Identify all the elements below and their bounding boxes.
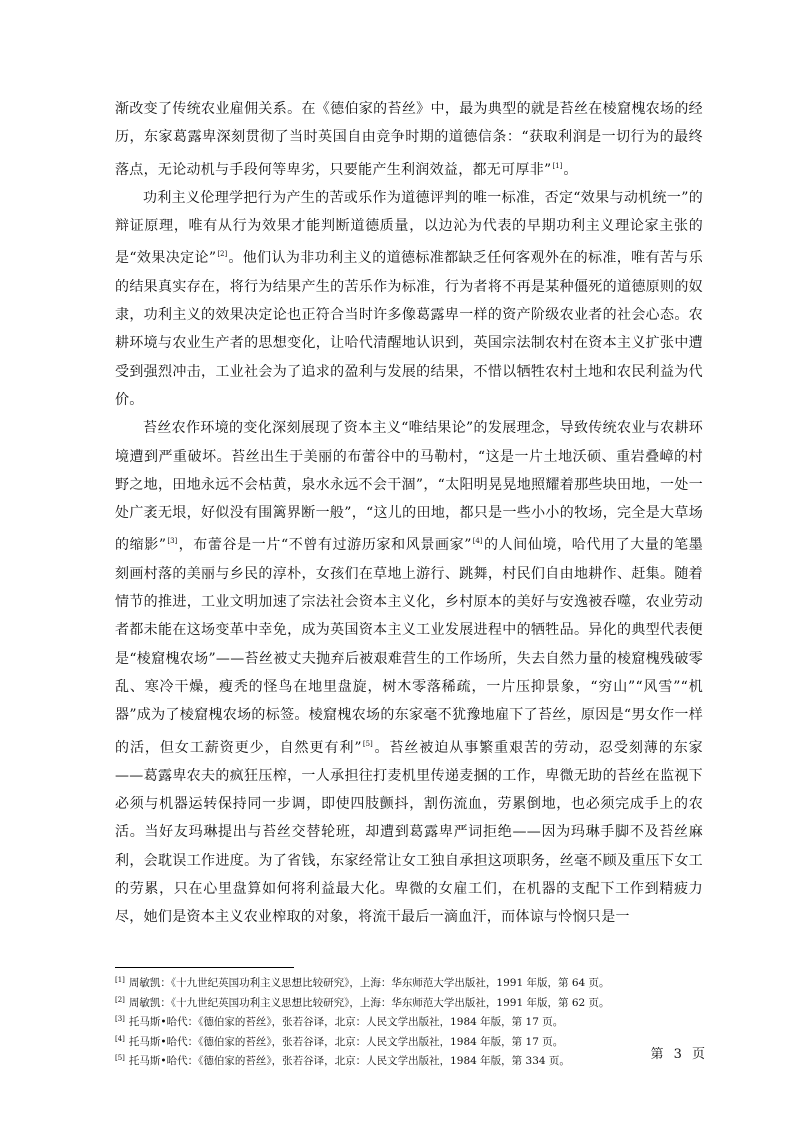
footnote-item (115, 992, 703, 1012)
footnote-reference[interactable]: [2] (217, 250, 228, 259)
footnote-item (115, 972, 703, 992)
paragraph-text: 。他们认为非功利主义的道德标准都缺乏任何客观外在的标准，唯有苦与乐的结果真实存在，将行为结果产生的苦乐作为标准，行为者将不再是某种僵死的道德原则的奴隶，功利主义的效果决定论也正符合当时许多像葛露卑一样的资产阶级农业者的社会心态。农耕环境与农业生产者的思想变化，让哈代清醒地认识到，英国宗法制农村在资本主义扩张中遭受到强烈冲击，工业社会为了追求的盈利与发展的结果，不惜以牺牲农村土地和农民利益为代价。 (115, 250, 703, 408)
paragraph-text: 。 (563, 161, 578, 178)
footnote-item (115, 1050, 703, 1070)
paragraph (115, 95, 703, 184)
footnote-mark: [2] (115, 995, 125, 1004)
footnote-mark: [4] (115, 1034, 125, 1043)
footnote-reference[interactable]: [1] (552, 161, 563, 170)
paragraph-text: ，布蕾谷是一片“不曾有过游历家和风景画家” (178, 537, 472, 554)
paragraph-text: 功利主义伦理学把行为产生的苦或乐作为道德评判的唯一标准，否定“效果与动机统一”的辩证原理，唯有从行为效果才能判断道德质量，以边沁为代表的早期功利主义理论家主张的是“效果决定论” (115, 189, 703, 267)
footnotes (115, 972, 703, 1070)
footnote-item (115, 1031, 703, 1051)
footnote-mark: [5] (115, 1054, 125, 1062)
footnote-item (115, 1011, 703, 1031)
paragraph-text: 。苔丝被迫从事繁重艰苦的劳动，忍受刻薄的东家——葛露卑农夫的疯狂压榨，一人承担往打麦机里传递麦捆的工作，卑微无助的苔丝在监视下必须与机器运转保持同一步调，即使四肢颤抖，割伤流血，劳累倒地，也必须完成手上的农活。当好友玛琳提出与苔丝交替轮班，却遭到葛露卑严词拒绝——因为玛琳手脚不及苔丝麻利，会耽误工作进度。为了省钱，东家经常让女工独自承担这项职务，丝毫不顾及重压下女工的劳累，只在心里盘算如何将利益最大化。卑微的女雇工们，在机器的支配下工作到精疲力尽，她们是资本主义农业榨取的对象，将流干最后一滴血汗，而体谅与怜悯只是一 (115, 739, 703, 926)
footnote-mark: [3] (115, 1015, 125, 1023)
footnote-text: 托马斯•哈代：《德伯家的苔丝》，张若谷译，北京：人民文学出版社，1984 年版，第 334 页。 (128, 1055, 570, 1067)
footnote-divider (115, 967, 294, 968)
footnote-text: 周敏凯：《十九世纪英国功利主义思想比较研究》，上海：华东师范大学出版社，1991 年版，第 62 页。 (128, 996, 610, 1009)
paragraph-text: 的人间仙境，哈代用了大量的笔墨刻画村落的美丽与乡民的淳朴，女孩们在草地上游行、跳舞，村民们自由地耕作、赶集。随着情节的推进，工业文明加速了宗法社会资本主义化，乡村原本的美好与安逸被吞噬，农业劳动者都未能在这场变革中幸免，成为英国资本主义工业发展进程中的牺牲品。异化的典型代表便是“棱窟槐农场”——苔丝被丈夫抛弃后被艰难营生的工作场所，失去自然力量的棱窟槐残破零乱、寒冷干燥，瘦秃的怪鸟在地里盘旋，树木零落稀疏，一片压抑景象，“穷山”“风雪”“机器”成为了棱窟槐农场的标签。棱窟槐农场的东家毫不犹豫地雇下了苔丝，原因是“男女作一样的活，但女工薪资更少，自然更有利” (115, 537, 703, 756)
footnote-text: 托马斯•哈代：《德伯家的苔丝》，张若谷译，北京：人民文学出版社，1984 年版，第 17 页。 (128, 1035, 564, 1048)
paragraph-text: 渐改变了传统农业雇佣关系。在《德伯家的苔丝》中，最为典型的就是苔丝在棱窟槐农场的经历，东家葛露卑深刻贯彻了当时英国自由竞争时期的道德信条：“获取利润是一切行为的最终落点，无论动机与手段何等卑劣，只要能产生利润效益，都无可厚非” (115, 101, 703, 178)
paragraph-text: 苔丝农作环境的变化深刻展现了资本主义“唯结果论”的发展理念，导致传统农业与农耕环境遭到严重破坏。苔丝出生于美丽的布蕾谷中的马勒村，“这是一片土地沃硕、重岩叠嶂的村野之地，田地永远不会枯黄，泉水永远不会干涸”，“太阳明晃晃地照耀着那些块田地，一处一处广袤无垠，好似没有围篱界断一般”，“这儿的田地，都只是一些小小的牧场，完全是大草场的缩影” (115, 420, 703, 554)
page-number: 第 3 页 (650, 1047, 708, 1062)
footnote-mark: [1] (115, 976, 125, 984)
footnote-text: 周敏凯：《十九世纪英国功利主义思想比较研究》，上海：华东师范大学出版社，1991 年版，第 64 页。 (128, 977, 610, 989)
footnote-reference[interactable]: [3] (167, 537, 178, 546)
footnote-reference[interactable]: [4] (472, 537, 483, 546)
footnote-reference[interactable]: [5] (362, 739, 373, 748)
body-text (115, 95, 703, 932)
paragraph (115, 414, 703, 931)
paragraph (115, 184, 703, 414)
footnote-text: 托马斯•哈代：《德伯家的苔丝》，张若谷译，北京：人民文学出版社，1984 年版，第 17 页。 (128, 1016, 564, 1028)
